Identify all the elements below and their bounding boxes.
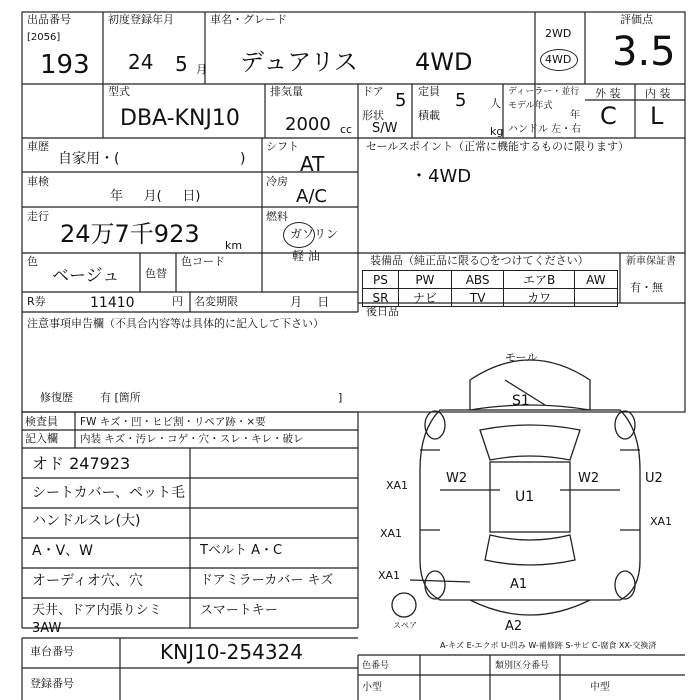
grade-label: 評価点 (620, 13, 653, 26)
equipment-leather: カワ (504, 289, 574, 307)
note-line-7: 3AW (32, 621, 62, 636)
chassis-value: KNJ10-254324 (160, 640, 303, 664)
equipment-label: 装備品（純正品に限る○をつけてください） (370, 254, 589, 267)
diagram-mark-w2-left: W2 (446, 471, 468, 486)
name-deadline-label: 名変期限 (194, 295, 238, 308)
handle-label: ハンドル 左・右 (508, 124, 582, 135)
chassis-label: 車台番号 (30, 645, 74, 658)
kg-unit: kg (490, 125, 504, 138)
ac-label: 冷房 (266, 175, 288, 188)
note-line-2: シートカバー、ペット毛 (32, 485, 186, 501)
grade-value: 3.5 (612, 29, 676, 75)
inspector-row2-values: 内装 キズ・汚レ・コゲ・穴・スレ・キレ・破レ (80, 433, 304, 445)
equipment-airbag: エアB (504, 271, 574, 289)
cc-unit: cc (340, 123, 353, 136)
diagram-mark-s1: S1 (512, 393, 530, 409)
history-value: 自家用・( (58, 151, 120, 167)
interior-label: 内 装 (645, 87, 671, 100)
note-right-2: ドアミラーカバー キズ (200, 573, 334, 588)
model-code-label: 型式 (108, 85, 130, 98)
equipment-aw: AW (574, 271, 617, 289)
doors-label: ドア (362, 85, 384, 98)
doors-value: 5 (395, 90, 407, 111)
mileage-label: 走行 (27, 210, 49, 223)
notes-label: 注意事項申告欄（不具合内容等は具体的に記入して下さい） (27, 317, 324, 330)
load-label: 積載 (418, 109, 440, 122)
first-reg-month: 5 (175, 52, 188, 76)
model-code: DBA-KNJ10 (120, 106, 240, 131)
yen-unit: 円 (172, 295, 183, 308)
equipment-sr: SR (363, 289, 399, 307)
fuel-label: 燃料 (266, 210, 288, 223)
equipment-navi: ナビ (398, 289, 451, 307)
lot-label: 出品番号 (27, 13, 71, 26)
diagram-mark-a2: A2 (505, 619, 523, 634)
diagram-mark-a1: A1 (510, 577, 528, 592)
history-close: ) (240, 151, 246, 167)
note-line-3: ハンドルスレ(大) (32, 513, 141, 529)
person-unit: 人 (490, 97, 501, 110)
cut-text-left: 小型 (362, 682, 382, 693)
color-value: ベージュ (52, 266, 120, 286)
capacity-label: 定員 (418, 85, 440, 98)
note-line-6: 天井、ドア内張りシミ (32, 603, 162, 618)
inspector-row2-label: 記入欄 (25, 432, 58, 445)
shift-label: シフト (266, 140, 299, 153)
name-deadline-value: 月 日 (290, 295, 330, 309)
note-line-5: オーディオ穴、穴 (32, 573, 143, 589)
shape-value: S/W (372, 121, 398, 136)
displacement-label: 排気量 (270, 85, 303, 98)
inspector-row1-values: FW キズ・凹・ヒビ割・リペア跡・×要 (80, 416, 266, 428)
diagram-mark-u1: U1 (515, 489, 535, 505)
drive-option-2wd: 2WD (545, 27, 572, 40)
diagram-mark-xa1-lower: XA1 (380, 527, 403, 540)
ac-value: A/C (296, 186, 327, 207)
note-right-3: スマートキー (200, 603, 278, 618)
year-unit: 年 (570, 110, 580, 121)
recycle-value: 11410 (90, 295, 135, 311)
fuel-option-gasoline: ガソリン (290, 227, 339, 241)
rear-seat-label: 後日品 (366, 305, 399, 318)
diagram-mark-xa1-right: XA1 (650, 515, 673, 528)
dealer-label: ディーラー・並行 (508, 87, 580, 97)
equipment-pw: PW (398, 271, 451, 289)
diagram-mark-u2: U2 (645, 471, 663, 486)
interior-grade: L (650, 102, 664, 130)
model-year-label: モデル年式 (508, 101, 553, 111)
inspector-row1-label: 検査員 (25, 415, 58, 428)
shift-value: AT (300, 152, 325, 176)
lot-number: 193 (40, 50, 90, 80)
equipment-abs: ABS (451, 271, 504, 289)
note-line-4: A・V、W (32, 543, 93, 559)
damage-legend: A-キズ E-エクボ U-凹み W-補修跡 S-サビ C-腐食 XX-交換済 (440, 641, 657, 650)
warranty-value: 有・無 (630, 281, 663, 294)
exterior-grade: C (600, 102, 617, 130)
note-line-1: オド 247923 (32, 454, 131, 473)
first-reg-label: 初度登録年月 (108, 13, 174, 26)
cut-text-right: 中型 (590, 682, 610, 693)
capacity-value: 5 (455, 90, 467, 111)
note-right-1: Tベルト A・C (200, 543, 283, 558)
history-label: 車歴 (27, 140, 49, 153)
month-unit: 月 (196, 63, 207, 76)
sales-point-label: セールスポイント（正常に機能するものに限ります） (366, 140, 630, 153)
equipment-ps: PS (363, 271, 399, 289)
inspection-label: 車検 (27, 175, 49, 188)
color-label: 色 (27, 255, 38, 268)
repair-value: 有 [箇所 (100, 391, 141, 404)
exterior-label: 外 装 (595, 87, 621, 100)
diagram-mark-xa1-rear: XA1 (378, 569, 401, 582)
displacement-value: 2000 (285, 114, 331, 135)
model-name: デュアリス (240, 48, 358, 76)
recycle-label: R券 (27, 295, 46, 308)
class-label: 類別区分番号 (495, 661, 550, 671)
lot-code: [2056] (27, 32, 61, 43)
drive-option-4wd: 4WD (545, 53, 572, 66)
color-change-label: 色替 (145, 267, 167, 280)
km-unit: km (225, 239, 243, 252)
color-code-label: 色コード (181, 255, 225, 268)
registration-label: 登録番号 (30, 677, 74, 690)
spare-label: スペア (393, 621, 417, 630)
fuel-option-diesel: 軽 油 (292, 249, 320, 263)
diagram-mark-w2-right: W2 (578, 471, 600, 486)
sales-point-value: ・4WD (410, 166, 472, 187)
repair-label: 修復歴 (40, 391, 73, 404)
inspection-value: 年 月( 日) (110, 189, 201, 204)
model-name-label: 車名・グレード (210, 13, 287, 26)
first-reg-year: 24 (128, 50, 154, 74)
repair-close: ] (338, 391, 343, 404)
diagram-mark-xa1-left: XA1 (386, 479, 409, 492)
shape-label: 形状 (362, 109, 384, 122)
drive-written: 4WD (415, 48, 473, 76)
equipment-tv: TV (451, 289, 504, 307)
diagram-mark-molding: モール (505, 351, 538, 364)
color-no-label: 色番号 (362, 661, 390, 671)
warranty-label: 新車保証書 (626, 256, 676, 267)
mileage-value: 24万7千923 (60, 220, 200, 248)
